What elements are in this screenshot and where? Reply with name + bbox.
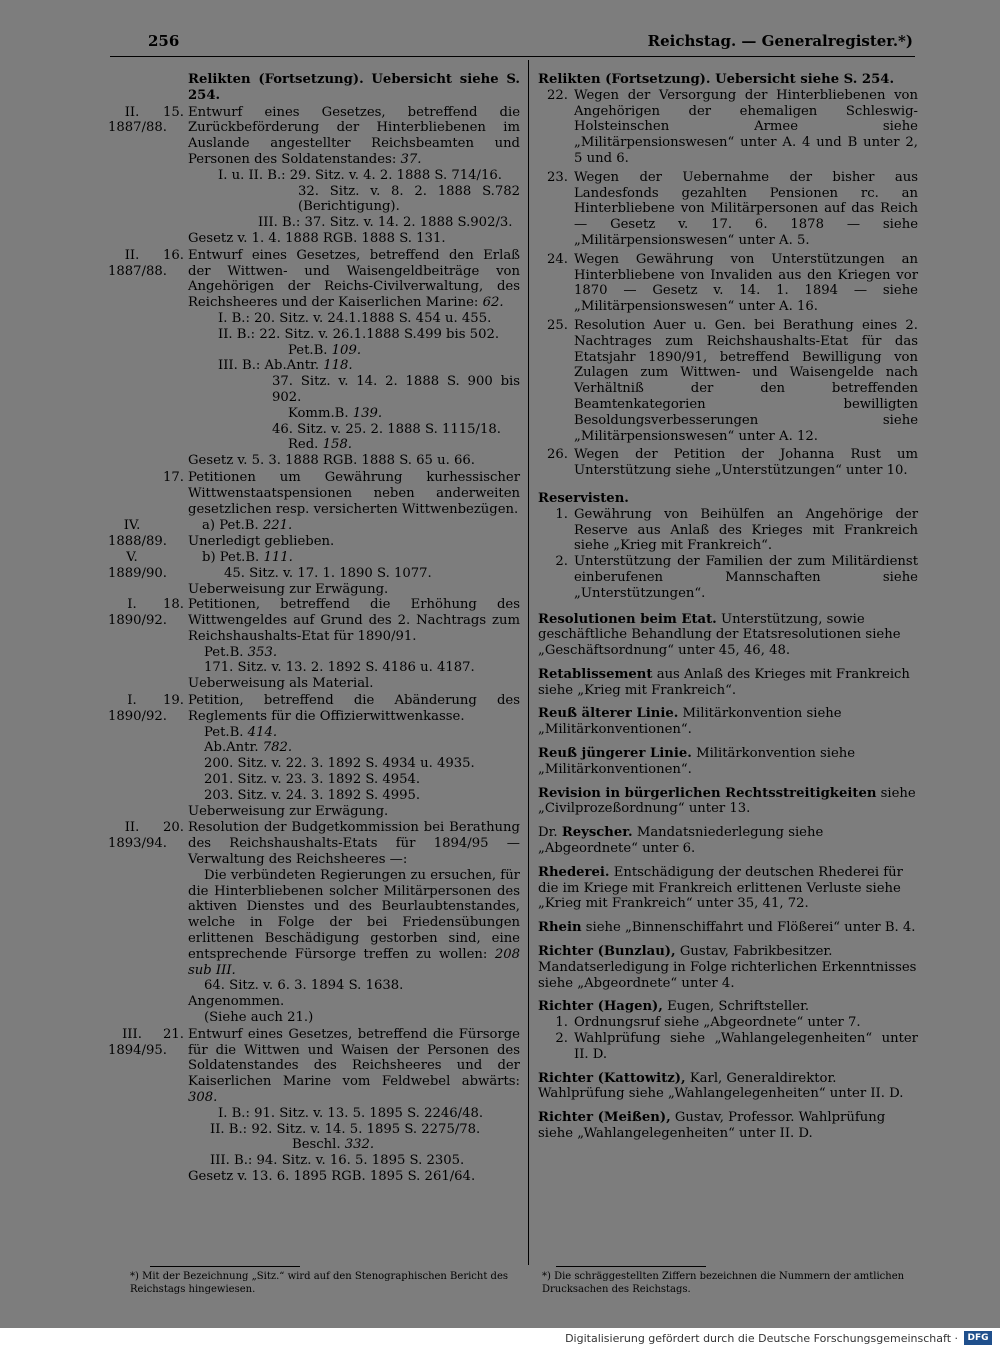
hagen-item-1: 1. Ordnungsruf siehe „Abgeordnete“ unter 7. [555,1015,861,1031]
hagen-item-2: 2. Wahlprüfung siehe „Wahlangelegenheiten“ unter II. D. [555,1031,918,1062]
entry-revision: Revision in bürgerlichen Rechtsstreitigkeiten siehe „Civilprozeßordnung“ unter 13. [538,785,916,817]
entry-20: II. 1893/94. 20. Resolution der Budgetkommission bei Berathung des Reichshaushalts-Etats für 1894/95 — Verwaltung des Reichsheeres —: Die verbündeten Regierungen zu ersuchen, für die Hinterbliebenen solcher Militärpersonen des aktiven Dienstes und des Beurlaubtenstandes, welche in Folge der bei Friedensübungen erlittenen Beschädigung gestorben sind, eine entsprechende Fürsorge treffen zu wollen: 208 sub III. 64. Sitz. v. 6. 3. 1894 S. 1638. Angenommen. (Siehe auch 21.) [108,820,520,1026]
dfg-credit-text: Digitalisierung gefördert durch die Deutsche Forschungsgemeinschaft · [565,1332,958,1345]
right-item-24: 24. Wegen Gewährung von Unterstützungen an Hinterbliebene von Invaliden aus den Kriegen vor 1870 — Gesetz v. 14. 1. 1894 — siehe „Militärpensionswesen“ unter A. 16. [547,251,918,315]
left-footnote: *) Mit der Bezeichnung „Sitz.“ wird auf den Stenographischen Bericht des Reichstags hingewiesen. [130,1271,508,1295]
entry-richter-kattowitz: Richter (Kattowitz), Karl, Generaldirektor. Wahlprüfung siehe „Wahlangelegenheiten“ unter II. D. [538,1070,904,1102]
entry-17a: IV. 1888/89. a) Pet.B. 221. Unerledigt geblieben. [108,518,335,550]
entry-17: 17. Petitionen um Gewährung kurhessischer Wittwenstaatspensionen neben anderweiten gesetzlichen resp. versicherten Wittwenbezügen. [163,469,520,517]
entry-rhederei: Rhederei. Entschädigung der deutschen Rhederei für die im Kriege mit Frankreich erlittenen Verluste siehe „Krieg mit Frankreich“ unter 35, 41, 72. [538,864,903,912]
entry-21: III. 1894/95. 21. Entwurf eines Gesetzes, betreffend die Fürsorge für die Wittwen und Waisen der Personen des Soldatenstandes des Reichsheeres und der Kaiserlichen Marine vom Feldwebel abwärts: 308. I. B.: 91. Sitz. v. 13. 5. 1895 S. 2246/48. II. B.: 92. Sitz. v. 14. 5. 1895 S. 2275/78. Beschl. 332. III. B.: 94. Sitz. v. 16. 5. 1895 S. 2305. Gesetz v. 13. 6. 1895 RGB. 1895 S. 261/64. [108,1026,520,1184]
entry-18: I. 1890/92. 18. Petitionen, betreffend die Erhöhung des Wittwengeldes auf Grund des 2. Nachtrags zum Reichshaushalts-Etat für 1890/91. Pet.B. 353. 171. Sitz. v. 13. 2. 1892 S. 4186 u. 4187. Ueberweisung als Material. [108,597,520,692]
header-rule [110,56,915,57]
right-item-22: 22. Wegen der Versorgung der Hinterbliebenen von Angehörigen der ehemaligen Schleswig-Holsteinschen Armee siehe „Militärpensionswesen“ unter A. 4 und B unter 2, 5 und 6. [547,87,918,166]
left-heading: Relikten (Fortsetzung). Uebersicht siehe S. 254. [188,72,520,103]
entry-richter-meissen: Richter (Meißen), Gustav, Professor. Wahlprüfung siehe „Wahlangelegenheiten“ unter II. D. [538,1110,886,1142]
page-number: 256 [148,32,180,50]
entry-19: I. 1890/92. 19. Petition, betreffend die Abänderung des Reglements für die Offizierwittwenkasse. Pet.B. 414. Ab.Antr. 782. 200. Sitz. v. 22. 3. 1892 S. 4934 u. 4935. 201. Sitz. v. 23. 3. 1892 S. 4954. 203. Sitz. v. 24. 3. 1892 S. 4995. Ueberweisung zur Erwägung. [108,693,520,819]
entry-richter-hagen: Richter (Hagen), Eugen, Schriftsteller. [538,999,810,1015]
entry-reuss-juengerer: Reuß jüngerer Linie. Militärkonvention siehe „Militärkonventionen“. [538,746,856,777]
entry-rhein: Rhein siehe „Binnenschiffahrt und Flößerei“ unter B. 4. [538,920,916,936]
entry-15: II. 1887/88. 15. Entwurf eines Gesetzes, betreffend die Zurückbeförderung der Hinterbliebenen im Auslande angestellter Reichsbeamten und Personen des Soldatenstandes: 37. I. u. II. B.: 29. Sitz. v. 4. 2. 1888 S. 714/16. 32. Sitz. v. 8. 2. 1888 S.782 (Berichtigung). III. B.: 37. Sitz. v. 14. 2. 1888 S.902/3. Gesetz v. 1. 4. 1888 RGB. 1888 S. 131. [108,104,520,246]
entry-resolutionen: Resolutionen beim Etat. Unterstützung, sowie geschäftliche Behandlung der Etatsresolutionen siehe „Geschäftsordnung“ unter 45, 46, 48. [538,611,901,659]
reservisten-item-1: 1. Gewährung von Beihülfen an Angehörige der Reserve aus Anlaß des Krieges mit Frankreich siehe „Krieg mit Frankreich“. [555,506,918,554]
page-header [148,32,913,54]
right-footnote: *) Die schräggestellten Ziffern bezeichnen die Nummern der amtlichen Drucksachen des Reichstags. [542,1271,905,1295]
left-footnote-rule [150,1266,300,1267]
right-item-23: 23. Wegen der Uebernahme der bisher aus Landesfonds gezahlten Pensionen rc. an Hinterbliebene von Militärpersonen auf das Reich — Gesetz v. 17. 6. 1878 — siehe „Militärpensionswesen“ unter A. 5. [547,169,918,248]
dfg-credit-bar [0,1328,1000,1350]
entry-retablissement: Retablissement aus Anlaß des Krieges mit Frankreich siehe „Krieg mit Frankreich“. [538,666,910,698]
dfg-logo-icon: DFG [964,1331,992,1345]
right-heading: Relikten (Fortsetzung). Uebersicht siehe S. 254. [538,72,895,87]
right-item-25: 25. Resolution Auer u. Gen. bei Berathung eines 2. Nachtrages zum Reichshaushalts-Etat für das Etatsjahr 1890/91, betreffend Bewilligung von Zulagen zum Wittwen- und Waisengelde nach Verhältniß der den betreffenden Beamtenkategorien bewilligten Besoldungsverbesserungen siehe „Militärpensionswesen“ unter A. 12. [547,317,918,444]
left-column [108,72,520,1186]
entry-richter-bunzlau: Richter (Bunzlau), Gustav, Fabrikbesitzer. Mandatserledigung in Folge richterlichen Erkenntnisses siehe „Abgeordnete“ unter 4. [538,944,917,991]
reservisten-item-2: 2. Unterstützung der Familien der zum Militärdienst einberufenen Mannschaften siehe „Unterstützungen“. [555,554,918,601]
right-column [538,72,918,1142]
entry-reuss-aelterer: Reuß älterer Linie. Militärkonvention siehe „Militärkonventionen“. [538,706,842,738]
right-item-26: 26. Wegen der Petition der Johanna Rust um Unterstützung siehe „Unterstützungen“ unter 10. [547,447,918,479]
reservisten-heading: Reservisten. [538,490,629,506]
entry-17b: V. 1889/90. b) Pet.B. 111. 45. Sitz. v. 17. 1. 1890 S. 1077. Ueberweisung zur Erwägung. [108,549,432,597]
column-divider [528,60,529,1265]
entry-reyscher: Dr. Reyscher. Mandatsniederlegung siehe „Abgeordnete“ unter 6. [538,825,824,857]
right-footnote-rule [556,1266,706,1267]
entry-16: II. 1887/88. 16. Entwurf eines Gesetzes, betreffend den Erlaß der Wittwen- und Waisengeldbeiträge von Angehörigen der Reichs-Civilverwaltung, des Reichsheeres und der Kaiserlichen Marine: 62. I. B.: 20. Sitz. v. 24.1.1888 S. 454 u. 455. II. B.: 22. Sitz. v. 26.1.1888 S.499 bis 502. Pet.B. 109. III. B.: Ab.Antr. 118. 37. Sitz. v. 14. 2. 1888 S. 900 bis 902. Komm.B. 139. 46. Sitz. v. 25. 2. 1888 S. 1115/18. Red. 158. Gesetz v. 5. 3. 1888 RGB. 1888 S. 65 u. 66. [108,247,520,469]
running-title: Reichstag. — Generalregister.*) [647,32,913,50]
